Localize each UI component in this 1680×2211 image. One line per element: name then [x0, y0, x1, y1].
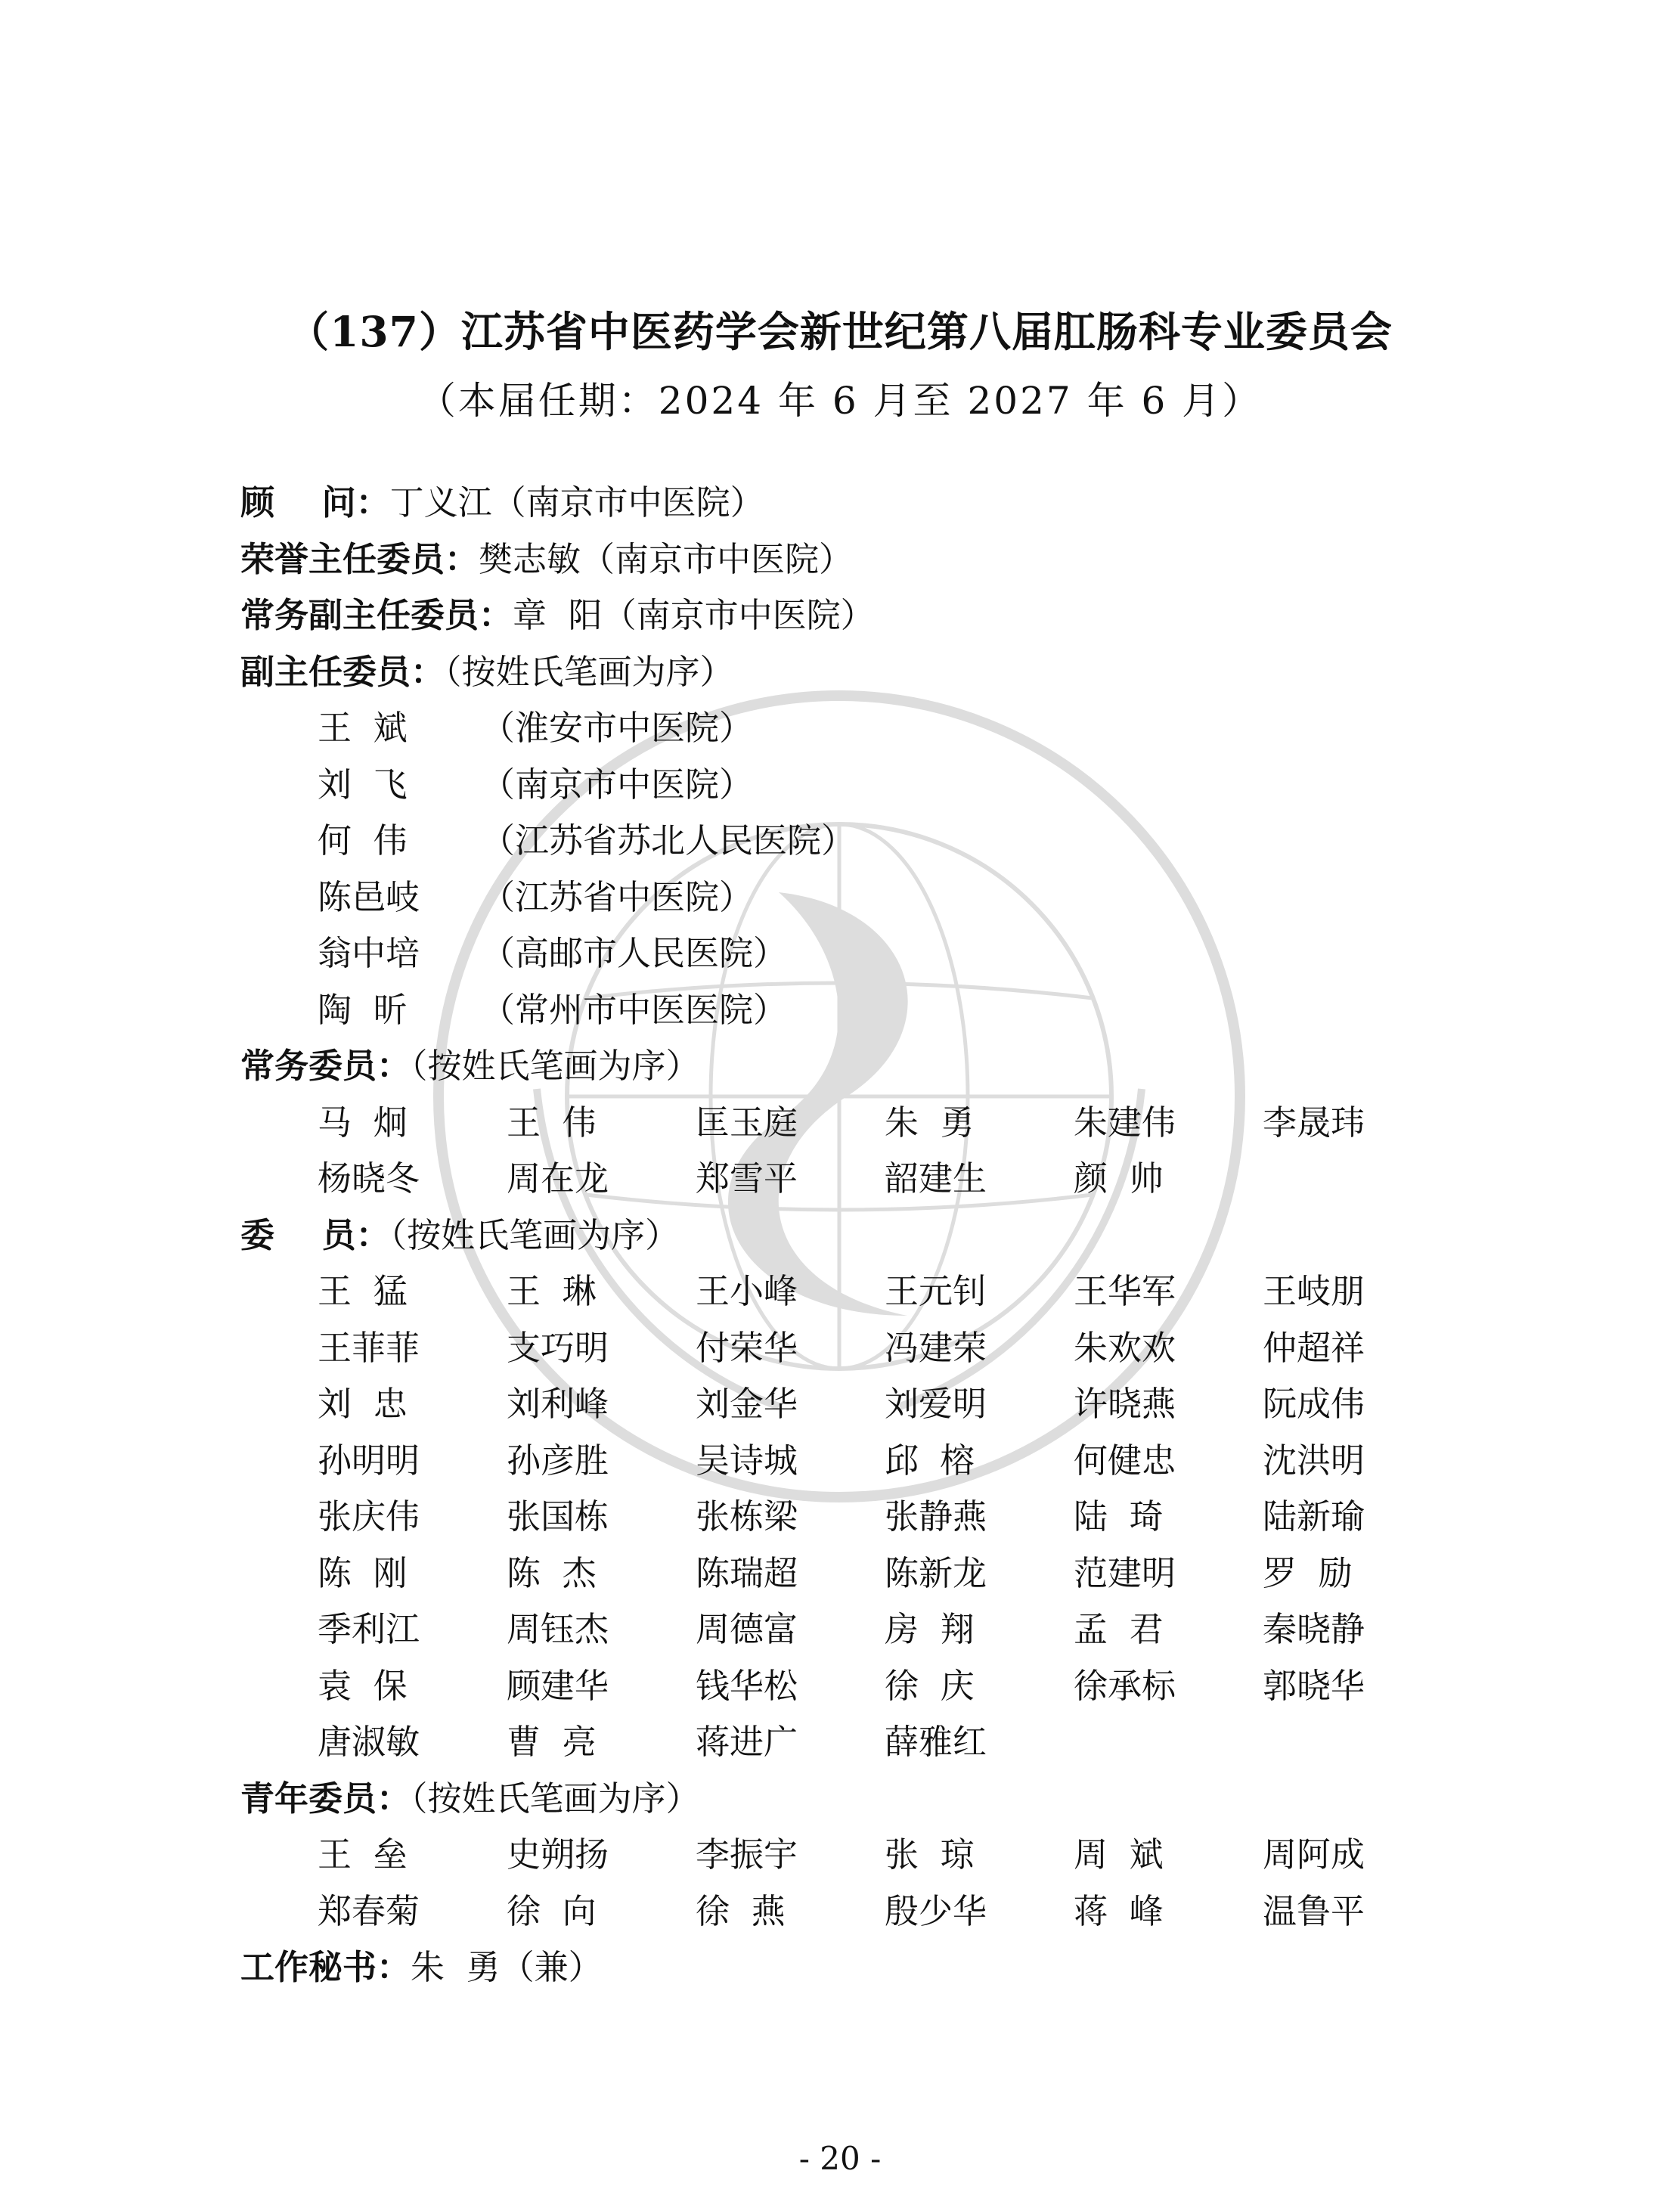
member-name: 唐淑敏	[318, 1722, 420, 1762]
member-name: 陆 琦	[1074, 1496, 1164, 1537]
members-heading	[240, 1208, 1465, 1264]
table-row	[240, 1546, 1465, 1602]
member-name: 陶 昕	[318, 989, 408, 1030]
member-name: 刘利峰	[507, 1384, 609, 1424]
member-name: 郭晓华	[1263, 1665, 1365, 1706]
member-name: 薛雅红	[885, 1722, 987, 1762]
member-name: 王菲菲	[318, 1327, 420, 1368]
table-row	[240, 1489, 1465, 1546]
vice-directors-label: 副主任委员：	[240, 651, 445, 692]
member-name: 王华军	[1074, 1271, 1176, 1311]
table-row	[240, 1884, 1465, 1940]
secretary-label: 工作秘书：	[240, 1947, 411, 1987]
member-name: 陈新龙	[885, 1552, 987, 1593]
member-org: （淮安市中医院）	[481, 708, 754, 748]
youth-members-label: 青年委员：	[240, 1778, 411, 1819]
members-grid	[240, 1264, 1465, 1771]
member-name: 钱华松	[696, 1665, 798, 1706]
member-name: 周德富	[696, 1609, 798, 1649]
list-item	[240, 757, 1465, 814]
member-name: 张庆伟	[318, 1496, 420, 1537]
member-name: 支巧明	[507, 1327, 609, 1368]
list-item	[240, 700, 1465, 757]
adviser-row	[240, 475, 1465, 532]
member-name: 何健忠	[1074, 1440, 1176, 1481]
honorary-director-row	[240, 532, 1465, 588]
adviser-value: 丁义江（南京市中医院）	[389, 482, 764, 523]
member-name: 付荣华	[696, 1327, 798, 1368]
executive-vice-director-row	[240, 588, 1465, 644]
member-name: 徐承标	[1074, 1665, 1176, 1706]
standing-members-label: 常务委员：	[240, 1046, 411, 1086]
member-name: 邱 榕	[885, 1440, 975, 1481]
member-name: 罗 励	[1263, 1552, 1353, 1593]
member-name: 匡玉庭	[696, 1102, 798, 1143]
standing-members-grid	[240, 1095, 1465, 1208]
member-name: 袁 保	[318, 1665, 408, 1706]
member-name: 王 斌	[318, 708, 408, 748]
member-name: 刘 飞	[318, 764, 408, 805]
member-name: 周钰杰	[507, 1609, 609, 1649]
member-name: 颜 帅	[1074, 1158, 1164, 1199]
standing-members-heading	[240, 1038, 1465, 1095]
member-name: 史朔扬	[507, 1834, 609, 1875]
member-name: 周阿成	[1263, 1834, 1365, 1875]
honorary-director-value: 樊志敏（南京市中医院）	[479, 538, 854, 579]
member-name: 徐 燕	[696, 1890, 786, 1931]
member-name: 郑雪平	[696, 1158, 798, 1199]
member-name: 张静燕	[885, 1496, 987, 1537]
member-name: 郑春菊	[318, 1890, 420, 1931]
member-name: 朱建伟	[1074, 1102, 1176, 1143]
member-name: 许晓燕	[1074, 1384, 1176, 1424]
member-org: （南京市中医院）	[481, 764, 754, 805]
member-name: 王元钊	[885, 1271, 987, 1311]
member-name: 王 伟	[507, 1102, 597, 1143]
member-name: 陈 刚	[318, 1552, 408, 1593]
member-name: 周在龙	[507, 1158, 609, 1199]
table-row	[240, 1320, 1465, 1377]
member-name: 刘爱明	[885, 1384, 987, 1424]
member-name: 阮成伟	[1263, 1384, 1365, 1424]
document-title: （137）江苏省中医药学会新世纪第八届肛肠科专业委员会	[287, 307, 1393, 356]
table-row	[240, 1433, 1465, 1490]
member-name: 刘 忠	[318, 1384, 408, 1424]
member-name: 孟 君	[1074, 1609, 1164, 1649]
member-name: 王 垒	[318, 1834, 408, 1875]
member-name: 徐 向	[507, 1890, 597, 1931]
member-name: 翁中培	[318, 933, 420, 973]
member-name: 徐 庆	[885, 1665, 975, 1706]
member-name: 孙彦胜	[507, 1440, 609, 1481]
member-name: 吴诗城	[696, 1440, 798, 1481]
member-name: 温鲁平	[1263, 1890, 1365, 1931]
member-name: 朱欢欢	[1074, 1327, 1176, 1368]
member-name: 张 琼	[885, 1834, 975, 1875]
member-name: 王 琳	[507, 1271, 597, 1311]
member-name: 韶建生	[885, 1158, 987, 1199]
member-name: 秦晓静	[1263, 1609, 1365, 1649]
table-row	[240, 1095, 1465, 1152]
table-row	[240, 1151, 1465, 1208]
member-name: 蒋 峰	[1074, 1890, 1164, 1931]
youth-members-note: （按姓氏笔画为序）	[411, 1778, 700, 1819]
table-row	[240, 1264, 1465, 1320]
member-name: 陆新瑜	[1263, 1496, 1365, 1537]
vice-directors-list	[240, 700, 1465, 1038]
list-item	[240, 982, 1465, 1039]
committee-roster	[240, 475, 1465, 1996]
member-name: 陈瑞超	[696, 1552, 798, 1593]
member-name: 何 伟	[318, 820, 408, 861]
member-name: 陈 杰	[507, 1552, 597, 1593]
member-name: 刘金华	[696, 1384, 798, 1424]
member-name: 冯建荣	[885, 1327, 987, 1368]
adviser-label: 顾 问：	[240, 482, 390, 523]
member-name: 张栋梁	[696, 1496, 798, 1537]
table-row	[240, 1658, 1465, 1715]
member-name: 杨晓冬	[318, 1158, 420, 1199]
member-name: 朱 勇	[885, 1102, 975, 1143]
member-name: 马 炯	[318, 1102, 408, 1143]
member-name: 仲超祥	[1263, 1327, 1365, 1368]
member-org: （江苏省苏北人民医院）	[481, 820, 856, 861]
members-label: 委 员：	[240, 1214, 390, 1255]
executive-vice-director-value: 章 阳（南京市中医院）	[513, 595, 875, 635]
table-row	[240, 1376, 1465, 1433]
member-org: （常州市中医医院）	[481, 989, 788, 1030]
page-number: - 20 -	[798, 2140, 882, 2177]
list-item	[240, 870, 1465, 926]
table-row	[240, 1827, 1465, 1884]
member-name: 周 斌	[1074, 1834, 1164, 1875]
member-name: 王岐朋	[1263, 1271, 1365, 1311]
member-name: 季利江	[318, 1609, 420, 1649]
vice-directors-note: （按姓氏笔画为序）	[445, 651, 734, 692]
vice-directors-heading	[240, 644, 1465, 701]
member-name: 殷少华	[885, 1890, 987, 1931]
list-item	[240, 926, 1465, 982]
executive-vice-director-label: 常务副主任委员：	[240, 595, 513, 635]
secretary-value: 朱 勇（兼）	[411, 1947, 603, 1987]
secretary-row	[240, 1940, 1465, 1996]
members-note: （按姓氏笔画为序）	[389, 1214, 680, 1255]
member-name: 房 翔	[885, 1609, 975, 1649]
member-name: 王小峰	[696, 1271, 798, 1311]
member-name: 顾建华	[507, 1665, 609, 1706]
member-name: 李晟玮	[1263, 1102, 1365, 1143]
member-name: 陈邑岐	[318, 876, 420, 917]
member-name: 曹 亮	[507, 1722, 597, 1762]
member-name: 王 猛	[318, 1271, 408, 1311]
list-item	[240, 813, 1465, 870]
member-name: 李振宇	[696, 1834, 798, 1875]
member-org: （高邮市人民医院）	[481, 933, 788, 973]
table-row	[240, 1602, 1465, 1658]
honorary-director-label: 荣誉主任委员：	[240, 538, 479, 579]
member-name: 蒋进广	[696, 1722, 798, 1762]
table-row	[240, 1714, 1465, 1771]
member-name: 范建明	[1074, 1552, 1176, 1593]
member-name: 孙明明	[318, 1440, 420, 1481]
member-name: 沈洪明	[1263, 1440, 1365, 1481]
member-org: （江苏省中医院）	[481, 876, 754, 917]
standing-members-note: （按姓氏笔画为序）	[411, 1046, 700, 1086]
term-of-office: （本届任期：2024 年 6 月至 2027 年 6 月）	[417, 379, 1263, 423]
youth-members-grid	[240, 1827, 1465, 1940]
youth-members-heading	[240, 1771, 1465, 1828]
member-name: 张国栋	[507, 1496, 609, 1537]
